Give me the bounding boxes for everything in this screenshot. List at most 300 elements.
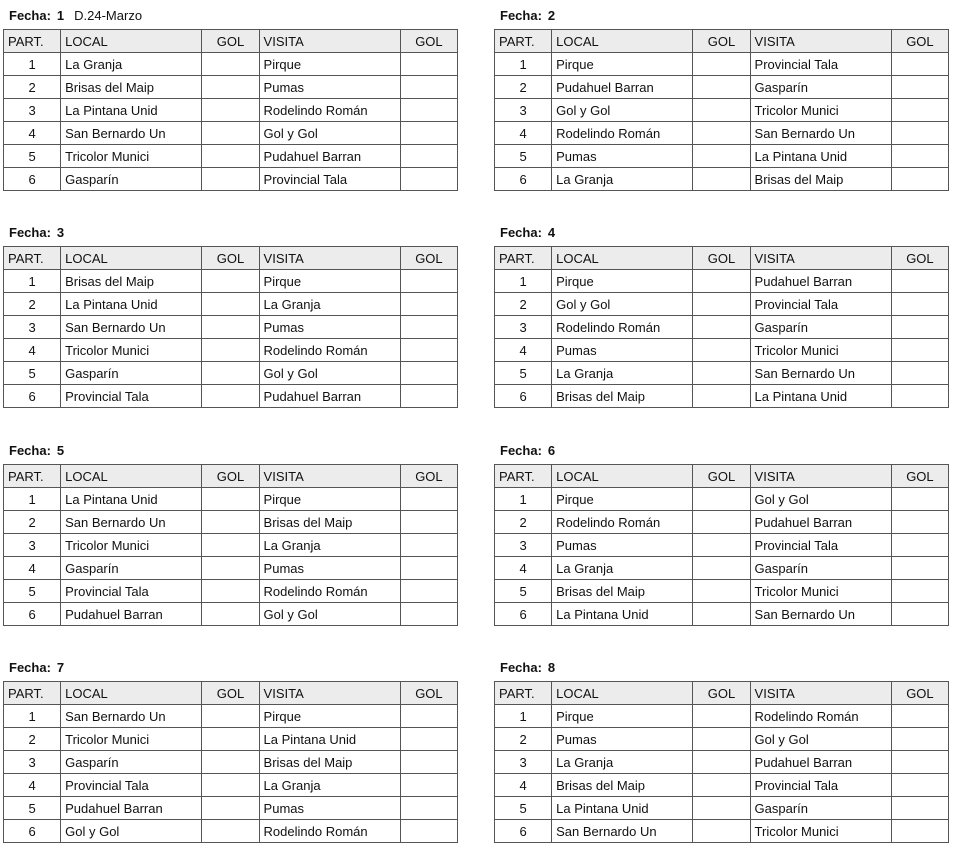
match-gol-local[interactable] — [693, 705, 750, 728]
header-local: LOCAL — [552, 682, 693, 705]
match-visita: San Bernardo Un — [750, 122, 891, 145]
header-visita: VISITA — [259, 30, 400, 53]
match-part: 5 — [495, 797, 552, 820]
header-part: PART. — [495, 682, 552, 705]
match-part: 1 — [495, 488, 552, 511]
match-gol-visita[interactable] — [400, 99, 457, 122]
match-local: Pudahuel Barran — [61, 797, 202, 820]
header-row — [4, 682, 458, 705]
match-gol-visita[interactable] — [400, 488, 457, 511]
match-part: 2 — [4, 728, 61, 751]
match-gol-visita[interactable] — [400, 751, 457, 774]
match-gol-visita[interactable] — [400, 557, 457, 580]
match-row — [4, 99, 458, 122]
match-local: La Granja — [552, 362, 693, 385]
match-local: Rodelindo Román — [552, 122, 693, 145]
match-gol-visita[interactable] — [400, 145, 457, 168]
match-gol-visita[interactable] — [891, 820, 948, 843]
match-local: Gol y Gol — [552, 293, 693, 316]
header-gol-visita: GOL — [891, 247, 948, 270]
fecha-block-1 — [3, 6, 458, 191]
match-local: San Bernardo Un — [61, 122, 202, 145]
match-visita: Rodelindo Román — [259, 339, 400, 362]
match-local: Brisas del Maip — [61, 76, 202, 99]
match-local: La Granja — [552, 751, 693, 774]
fixture-table — [494, 681, 949, 843]
match-gol-local[interactable] — [693, 603, 750, 626]
match-part: 6 — [4, 168, 61, 191]
match-gol-visita[interactable] — [400, 385, 457, 408]
match-visita: Pudahuel Barran — [750, 270, 891, 293]
match-gol-visita[interactable] — [891, 580, 948, 603]
header-local: LOCAL — [61, 30, 202, 53]
match-row — [4, 774, 458, 797]
fecha-header — [3, 441, 458, 461]
match-local: Brisas del Maip — [552, 774, 693, 797]
header-visita: VISITA — [750, 682, 891, 705]
match-gol-visita[interactable] — [891, 385, 948, 408]
match-gol-local[interactable] — [693, 168, 750, 191]
match-row — [495, 316, 949, 339]
match-visita: Pirque — [259, 53, 400, 76]
match-local: Tricolor Munici — [61, 534, 202, 557]
match-row — [4, 168, 458, 191]
header-part: PART. — [4, 30, 61, 53]
match-visita: Pumas — [259, 76, 400, 99]
match-visita: Gol y Gol — [750, 488, 891, 511]
header-row — [495, 247, 949, 270]
fecha-block-4 — [494, 223, 949, 408]
match-part: 4 — [4, 122, 61, 145]
match-gol-visita[interactable] — [400, 270, 457, 293]
match-gol-local[interactable] — [202, 603, 259, 626]
match-gol-local[interactable] — [693, 339, 750, 362]
match-gol-local[interactable] — [202, 751, 259, 774]
match-local: Pirque — [552, 705, 693, 728]
header-gol-local: GOL — [693, 682, 750, 705]
match-local: La Pintana Unid — [552, 797, 693, 820]
match-part: 4 — [4, 557, 61, 580]
match-local: San Bernardo Un — [61, 511, 202, 534]
fecha-number: 2 — [547, 8, 556, 23]
header-local: LOCAL — [552, 30, 693, 53]
header-gol-visita: GOL — [400, 247, 457, 270]
match-gol-local[interactable] — [693, 534, 750, 557]
match-part: 3 — [4, 316, 61, 339]
match-part: 3 — [4, 534, 61, 557]
header-gol-local: GOL — [202, 247, 259, 270]
match-row — [4, 797, 458, 820]
match-row — [495, 99, 949, 122]
match-visita: Gol y Gol — [259, 122, 400, 145]
match-gol-local[interactable] — [202, 557, 259, 580]
match-row — [4, 122, 458, 145]
match-gol-local[interactable] — [202, 728, 259, 751]
match-part: 3 — [4, 751, 61, 774]
match-local: La Granja — [552, 557, 693, 580]
match-gol-local[interactable] — [202, 511, 259, 534]
match-visita: La Granja — [259, 534, 400, 557]
match-gol-local[interactable] — [202, 385, 259, 408]
header-gol-local: GOL — [693, 247, 750, 270]
match-gol-visita[interactable] — [891, 705, 948, 728]
match-local: La Granja — [61, 53, 202, 76]
match-visita: Gasparín — [750, 316, 891, 339]
header-visita: VISITA — [259, 682, 400, 705]
match-row — [495, 705, 949, 728]
match-gol-visita[interactable] — [400, 705, 457, 728]
match-gol-local[interactable] — [202, 122, 259, 145]
match-row — [495, 511, 949, 534]
match-gol-local[interactable] — [693, 76, 750, 99]
match-gol-visita[interactable] — [400, 534, 457, 557]
match-row — [495, 797, 949, 820]
match-local: La Pintana Unid — [61, 293, 202, 316]
fixture-table — [3, 29, 458, 191]
match-gol-visita[interactable] — [400, 339, 457, 362]
match-row — [4, 270, 458, 293]
match-gol-visita[interactable] — [891, 603, 948, 626]
match-gol-visita[interactable] — [891, 534, 948, 557]
match-local: Pirque — [552, 488, 693, 511]
fecha-label: Fecha: — [500, 225, 542, 240]
match-row — [495, 385, 949, 408]
fecha-header — [494, 441, 949, 461]
match-local: Provincial Tala — [61, 580, 202, 603]
match-visita: Tricolor Munici — [750, 580, 891, 603]
match-visita: Provincial Tala — [750, 53, 891, 76]
match-row — [495, 557, 949, 580]
match-part: 6 — [4, 820, 61, 843]
match-gol-local[interactable] — [202, 270, 259, 293]
header-visita: VISITA — [259, 247, 400, 270]
match-visita: Provincial Tala — [259, 168, 400, 191]
match-row — [495, 339, 949, 362]
match-visita: Pudahuel Barran — [750, 511, 891, 534]
match-local: San Bernardo Un — [552, 820, 693, 843]
header-row — [4, 247, 458, 270]
header-local: LOCAL — [552, 247, 693, 270]
header-part: PART. — [4, 465, 61, 488]
header-gol-visita: GOL — [400, 465, 457, 488]
fixture-table — [3, 464, 458, 626]
match-gol-visita[interactable] — [400, 293, 457, 316]
match-gol-visita[interactable] — [891, 76, 948, 99]
match-part: 4 — [495, 774, 552, 797]
match-visita: Pirque — [259, 270, 400, 293]
match-local: Pumas — [552, 728, 693, 751]
match-row — [495, 774, 949, 797]
match-gol-local[interactable] — [202, 293, 259, 316]
match-gol-local[interactable] — [202, 820, 259, 843]
header-part: PART. — [4, 682, 61, 705]
match-visita: Pudahuel Barran — [750, 751, 891, 774]
match-gol-visita[interactable] — [891, 488, 948, 511]
match-gol-visita[interactable] — [891, 511, 948, 534]
fecha-header — [3, 223, 458, 243]
match-gol-local[interactable] — [202, 316, 259, 339]
match-visita: Rodelindo Román — [259, 99, 400, 122]
match-local: Gasparín — [61, 751, 202, 774]
match-gol-visita[interactable] — [400, 168, 457, 191]
match-local: Tricolor Munici — [61, 339, 202, 362]
match-gol-local[interactable] — [693, 557, 750, 580]
match-row — [495, 488, 949, 511]
fecha-number: 7 — [56, 660, 65, 675]
match-row — [4, 362, 458, 385]
match-gol-local[interactable] — [693, 488, 750, 511]
match-gol-visita[interactable] — [891, 797, 948, 820]
match-gol-visita[interactable] — [400, 580, 457, 603]
match-gol-visita[interactable] — [891, 168, 948, 191]
match-part: 1 — [495, 270, 552, 293]
match-part: 4 — [4, 339, 61, 362]
match-part: 5 — [4, 580, 61, 603]
match-gol-visita[interactable] — [400, 122, 457, 145]
fecha-note: D.24-Marzo — [74, 8, 143, 23]
match-visita: Tricolor Munici — [750, 339, 891, 362]
header-row — [4, 465, 458, 488]
header-row — [4, 30, 458, 53]
match-gol-local[interactable] — [693, 797, 750, 820]
match-part: 3 — [495, 751, 552, 774]
match-part: 4 — [495, 122, 552, 145]
match-gol-visita[interactable] — [891, 316, 948, 339]
match-visita: Gasparín — [750, 797, 891, 820]
header-local: LOCAL — [61, 247, 202, 270]
match-gol-visita[interactable] — [891, 339, 948, 362]
fecha-number: 4 — [547, 225, 556, 240]
match-gol-local[interactable] — [693, 270, 750, 293]
match-visita: Pumas — [259, 316, 400, 339]
match-gol-local[interactable] — [202, 168, 259, 191]
match-visita: Tricolor Munici — [750, 99, 891, 122]
match-local: Brisas del Maip — [61, 270, 202, 293]
match-visita: Pirque — [259, 705, 400, 728]
header-gol-local: GOL — [693, 30, 750, 53]
match-local: Pirque — [552, 270, 693, 293]
match-local: La Pintana Unid — [61, 488, 202, 511]
match-local: Pudahuel Barran — [61, 603, 202, 626]
match-row — [4, 751, 458, 774]
header-gol-visita: GOL — [400, 682, 457, 705]
match-row — [4, 53, 458, 76]
match-row — [4, 385, 458, 408]
match-visita: Gasparín — [750, 76, 891, 99]
match-row — [495, 603, 949, 626]
match-gol-local[interactable] — [693, 751, 750, 774]
fecha-label: Fecha: — [9, 443, 51, 458]
match-gol-local[interactable] — [693, 122, 750, 145]
match-gol-local[interactable] — [202, 797, 259, 820]
match-local: Gol y Gol — [552, 99, 693, 122]
match-visita: Gasparín — [750, 557, 891, 580]
match-gol-visita[interactable] — [891, 270, 948, 293]
match-part: 2 — [4, 511, 61, 534]
match-row — [4, 820, 458, 843]
match-visita: San Bernardo Un — [750, 603, 891, 626]
match-local: Provincial Tala — [61, 774, 202, 797]
match-gol-local[interactable] — [202, 53, 259, 76]
match-part: 2 — [495, 293, 552, 316]
match-part: 5 — [495, 580, 552, 603]
match-gol-visita[interactable] — [400, 797, 457, 820]
header-visita: VISITA — [750, 30, 891, 53]
match-local: Provincial Tala — [61, 385, 202, 408]
fecha-number: 1 — [56, 8, 65, 23]
match-gol-local[interactable] — [693, 316, 750, 339]
match-row — [4, 316, 458, 339]
header-gol-local: GOL — [202, 682, 259, 705]
match-visita: La Pintana Unid — [259, 728, 400, 751]
match-gol-visita[interactable] — [891, 293, 948, 316]
match-gol-visita[interactable] — [400, 511, 457, 534]
match-gol-visita[interactable] — [891, 751, 948, 774]
match-row — [4, 511, 458, 534]
header-local: LOCAL — [61, 465, 202, 488]
match-row — [4, 728, 458, 751]
fecha-block-6 — [494, 441, 949, 626]
match-row — [4, 488, 458, 511]
match-gol-visita[interactable] — [400, 362, 457, 385]
fecha-header — [494, 658, 949, 678]
match-visita: Pumas — [259, 797, 400, 820]
match-gol-local[interactable] — [202, 362, 259, 385]
match-gol-local[interactable] — [202, 774, 259, 797]
match-part: 3 — [495, 316, 552, 339]
match-gol-local[interactable] — [693, 293, 750, 316]
match-row — [4, 705, 458, 728]
match-row — [4, 603, 458, 626]
match-visita: Brisas del Maip — [259, 511, 400, 534]
fecha-number: 3 — [56, 225, 65, 240]
header-row — [495, 465, 949, 488]
match-gol-local[interactable] — [202, 580, 259, 603]
match-gol-visita[interactable] — [400, 774, 457, 797]
match-gol-local[interactable] — [693, 728, 750, 751]
match-gol-local[interactable] — [202, 534, 259, 557]
match-visita: La Granja — [259, 774, 400, 797]
fecha-label: Fecha: — [500, 8, 542, 23]
match-gol-local[interactable] — [693, 53, 750, 76]
match-gol-visita[interactable] — [891, 557, 948, 580]
match-row — [4, 339, 458, 362]
match-gol-local[interactable] — [693, 362, 750, 385]
match-part: 1 — [495, 705, 552, 728]
match-gol-local[interactable] — [202, 488, 259, 511]
header-gol-local: GOL — [693, 465, 750, 488]
match-gol-visita[interactable] — [891, 122, 948, 145]
match-part: 4 — [495, 557, 552, 580]
match-visita: Tricolor Munici — [750, 820, 891, 843]
match-row — [495, 534, 949, 557]
fixture-table — [3, 681, 458, 843]
match-local: Pumas — [552, 339, 693, 362]
fecha-header — [3, 6, 458, 26]
match-gol-visita[interactable] — [891, 145, 948, 168]
match-row — [495, 76, 949, 99]
fecha-label: Fecha: — [500, 660, 542, 675]
match-gol-visita[interactable] — [891, 53, 948, 76]
match-visita: Pumas — [259, 557, 400, 580]
match-gol-local[interactable] — [693, 145, 750, 168]
header-gol-local: GOL — [202, 30, 259, 53]
match-row — [495, 168, 949, 191]
match-local: Pumas — [552, 145, 693, 168]
match-part: 5 — [4, 145, 61, 168]
match-gol-local[interactable] — [202, 145, 259, 168]
match-row — [495, 53, 949, 76]
match-gol-local[interactable] — [202, 99, 259, 122]
match-gol-visita[interactable] — [400, 316, 457, 339]
match-row — [4, 557, 458, 580]
match-row — [495, 728, 949, 751]
match-gol-local[interactable] — [202, 705, 259, 728]
match-visita: Provincial Tala — [750, 534, 891, 557]
match-part: 1 — [4, 705, 61, 728]
match-row — [4, 580, 458, 603]
match-part: 6 — [4, 603, 61, 626]
match-gol-local[interactable] — [693, 99, 750, 122]
match-gol-local[interactable] — [693, 511, 750, 534]
match-gol-visita[interactable] — [891, 774, 948, 797]
match-gol-local[interactable] — [693, 385, 750, 408]
match-gol-local[interactable] — [693, 774, 750, 797]
match-gol-local[interactable] — [693, 580, 750, 603]
header-part: PART. — [495, 465, 552, 488]
match-local: San Bernardo Un — [61, 705, 202, 728]
match-gol-local[interactable] — [202, 339, 259, 362]
match-gol-visita[interactable] — [400, 76, 457, 99]
fecha-label: Fecha: — [9, 8, 51, 23]
match-row — [4, 76, 458, 99]
match-row — [495, 362, 949, 385]
match-local: Gol y Gol — [61, 820, 202, 843]
header-gol-local: GOL — [202, 465, 259, 488]
match-row — [495, 122, 949, 145]
match-part: 6 — [495, 820, 552, 843]
match-gol-visita[interactable] — [400, 603, 457, 626]
match-part: 1 — [495, 53, 552, 76]
match-gol-visita[interactable] — [891, 99, 948, 122]
match-gol-visita[interactable] — [400, 820, 457, 843]
match-gol-visita[interactable] — [400, 728, 457, 751]
match-part: 4 — [495, 339, 552, 362]
match-part: 3 — [495, 534, 552, 557]
fecha-header — [494, 223, 949, 243]
match-part: 2 — [495, 728, 552, 751]
match-gol-visita[interactable] — [891, 362, 948, 385]
match-part: 2 — [495, 76, 552, 99]
match-local: San Bernardo Un — [61, 316, 202, 339]
match-local: Gasparín — [61, 168, 202, 191]
match-gol-visita[interactable] — [400, 53, 457, 76]
match-part: 5 — [4, 362, 61, 385]
fecha-number: 8 — [547, 660, 556, 675]
match-gol-visita[interactable] — [891, 728, 948, 751]
header-visita: VISITA — [750, 465, 891, 488]
header-local: LOCAL — [552, 465, 693, 488]
header-part: PART. — [495, 247, 552, 270]
match-gol-local[interactable] — [202, 76, 259, 99]
fixture-table — [494, 246, 949, 408]
match-visita: Pudahuel Barran — [259, 145, 400, 168]
header-gol-visita: GOL — [891, 682, 948, 705]
match-part: 1 — [4, 53, 61, 76]
match-visita: La Pintana Unid — [750, 385, 891, 408]
fecha-block-5 — [3, 441, 458, 626]
match-gol-local[interactable] — [693, 820, 750, 843]
